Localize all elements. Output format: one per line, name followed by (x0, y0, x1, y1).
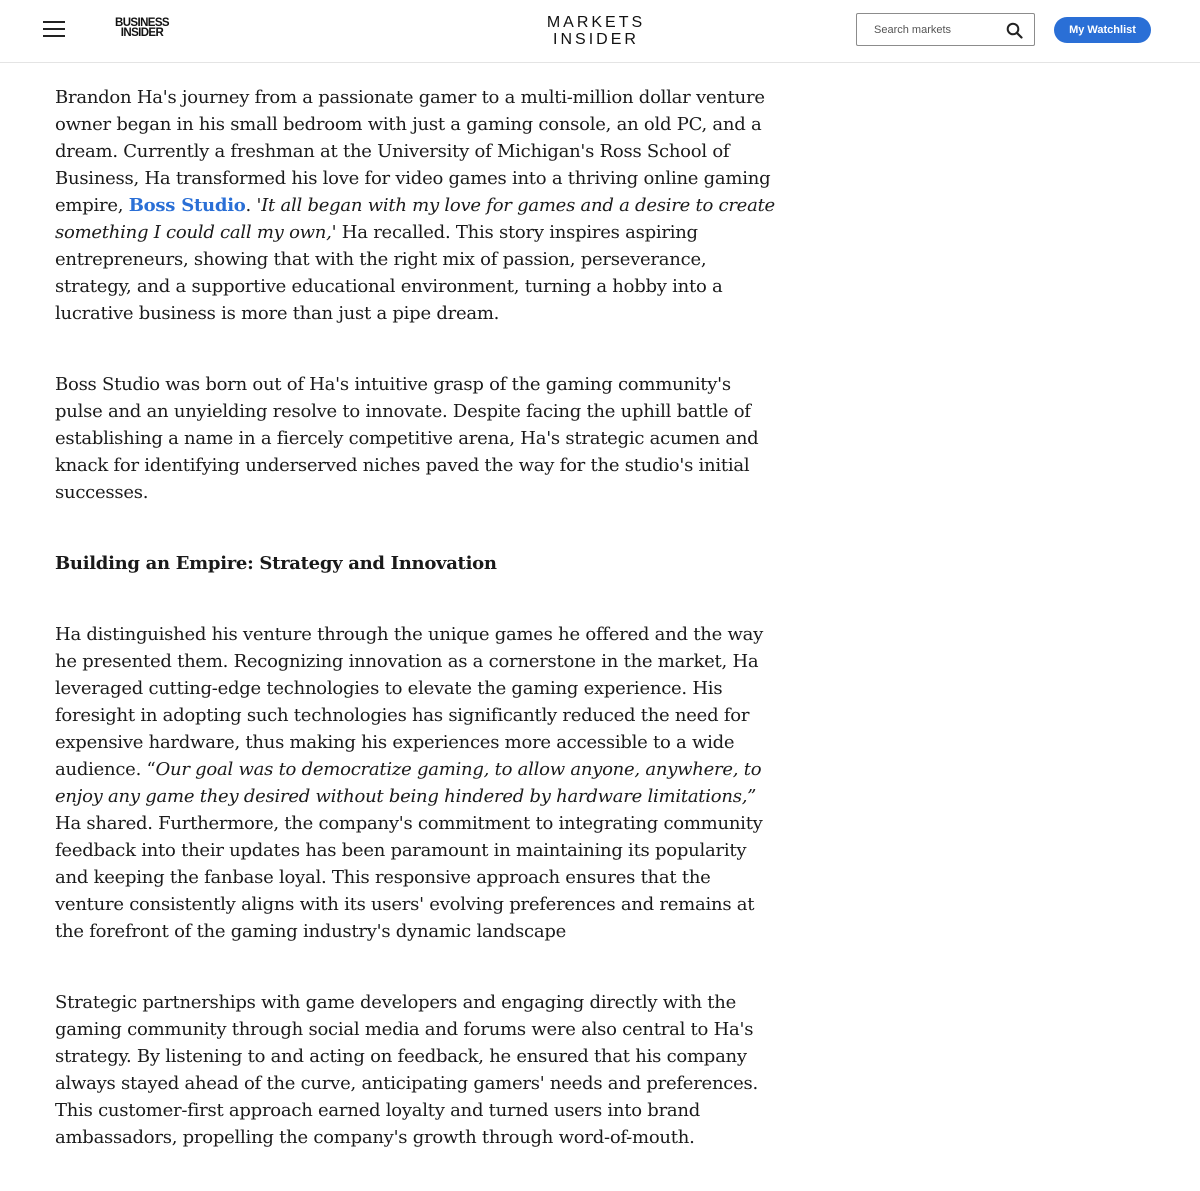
article-paragraph-2: Boss Studio was born out of Ha's intuitive grasp of the gaming community's pulse and an unyielding resolve to innovate. Despite facing the uphill battle of establishing a name in a fiercely competitive arena, Ha's strategic acumen and knack for identifying underserved niches paved the way for the studio's initial successes. (55, 374, 759, 503)
markets-insider-logo[interactable] (520, 14, 672, 48)
logo-line: INSIDER (553, 31, 639, 48)
search-box (856, 13, 1035, 46)
quote-text: 'It all began with my love for games and a desire to create something I could call my own,' (55, 195, 775, 243)
article-body (55, 84, 775, 1151)
top-navigation-bar (0, 0, 1200, 63)
business-insider-logo[interactable] (111, 18, 173, 38)
paragraph-text: . (245, 195, 257, 216)
hamburger-menu-icon[interactable] (43, 21, 65, 37)
logo-line: INSIDER (120, 27, 164, 39)
paragraph-text: Ha recalled. This story inspires aspiring entrepreneurs, showing that with the right mix of passion, perseverance, strategy, and a supportive educational environment, turning a hobby into a lucrative business is more than just a pipe dream. (55, 222, 723, 324)
logo-line: BUSINESS (115, 17, 169, 29)
quote-text: Our goal was to democratize gaming, to allow anyone, anywhere, to enjoy any game they desired without being hindered by hardware limitations,” (55, 759, 762, 807)
search-icon[interactable] (1006, 22, 1023, 39)
section-heading: Building an Empire: Strategy and Innovation (55, 553, 497, 574)
article-paragraph-4: Strategic partnerships with game developers and engaging directly with the gaming community through social media and forums were also central to Ha's strategy. By listening to and acting on feedback, he ensured that his company always stayed ahead of the curve, anticipating gamers' needs and preferences. This customer-first approach earned loyalty and turned users into brand ambassadors, propelling the company's growth through word-of-mouth. (55, 992, 758, 1148)
my-watchlist-button[interactable]: My Watchlist (1054, 17, 1151, 43)
paragraph-text: Brandon Ha's journey from a passionate gamer to a multi-million dollar venture owner began in his small bedroom with just a gaming console, an old PC, and a dream. Currently a freshman at the University of Michigan's Ross School of Business, Ha transformed his love for video games into a thriving online gaming empire, (55, 87, 771, 216)
logo-line: MARKETS (546, 14, 646, 31)
article-paragraph-3 (55, 621, 775, 945)
boss-studio-link[interactable]: Boss Studio (128, 195, 246, 216)
article-paragraph-1 (55, 84, 775, 327)
search-input[interactable] (857, 14, 997, 45)
paragraph-text: Ha shared. Furthermore, the company's commitment to integrating community feedback into their updates has been paramount in maintaining its popularity and keeping the fanbase loyal. This responsive approach ensures that the venture consistently aligns with its users' evolving preferences and remains at the forefront of the gaming industry's dynamic landscape (55, 813, 763, 942)
paragraph-text: Ha distinguished his venture through the unique games he offered and the way he presented them. Recognizing innovation as a cornerstone in the market, Ha leveraged cutting-edge technologies to elevate the gaming experience. His foresight in adopting such technologies has significantly reduced the need for expensive hardware, thus making his experiences more accessible to a wide audience. “ (55, 624, 763, 780)
